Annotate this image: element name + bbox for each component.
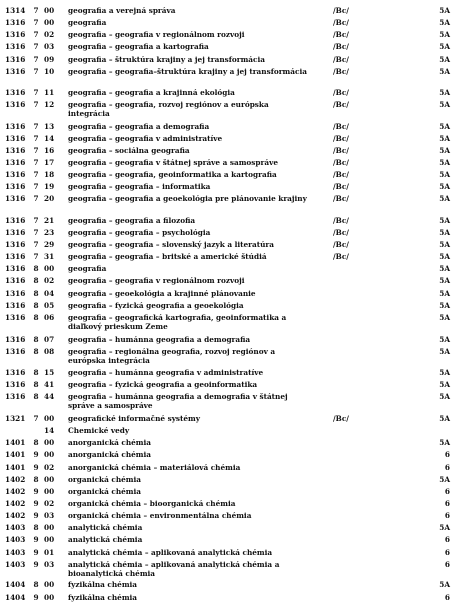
row-subcode: 14 xyxy=(44,134,55,143)
row-form: /Bc/ xyxy=(333,240,349,249)
row-level: 9 xyxy=(33,499,39,508)
row-subcode: 44 xyxy=(44,392,55,401)
row-program-name: geografia – fyzická geografia a geoekológia xyxy=(68,301,244,310)
row-code: 1401 xyxy=(5,450,26,459)
row-subcode: 03 xyxy=(44,511,55,520)
row-subcode: 08 xyxy=(44,347,55,356)
row-level: 8 xyxy=(33,523,39,532)
row-form: /Bc/ xyxy=(333,252,349,261)
row-program-name: geografia – geografia v štátnej správe a samospráve xyxy=(68,158,278,167)
row-level: 9 xyxy=(33,548,39,557)
row-degree: 5A xyxy=(439,158,450,167)
row-degree: 5A xyxy=(439,380,450,389)
row-code: 1316 xyxy=(5,100,26,109)
row-code: 1316 xyxy=(5,240,26,249)
row-level: 8 xyxy=(33,289,39,298)
row-level: 7 xyxy=(33,158,39,167)
row-degree: 5A xyxy=(439,368,450,377)
row-code: 1316 xyxy=(5,301,26,310)
row-program-name: Chemické vedy xyxy=(68,426,130,435)
row-degree: 5A xyxy=(439,88,450,97)
row-level: 8 xyxy=(33,276,39,285)
row-code: 1316 xyxy=(5,194,26,203)
row-program-name: geografia – geografia v administratíve xyxy=(68,134,223,143)
row-form: /Bc/ xyxy=(333,414,349,423)
row-code: 1314 xyxy=(5,6,26,15)
row-program-name: geografia – geografia a geoekológia pre plánovanie krajiny xyxy=(68,194,307,203)
row-program-name: anorganická chémia xyxy=(68,438,152,447)
row-program-name: geografické informačné systémy xyxy=(68,414,201,423)
row-form: /Bc/ xyxy=(333,42,349,51)
row-form: /Bc/ xyxy=(333,216,349,225)
row-program-name: organická chémia xyxy=(68,487,141,496)
row-code: 1402 xyxy=(5,499,26,508)
row-degree: 5A xyxy=(439,122,450,131)
row-subcode: 04 xyxy=(44,289,55,298)
row-subcode: 14 xyxy=(44,426,55,435)
row-level: 7 xyxy=(33,182,39,191)
row-program-name: analytická chémia – aplikovaná analytická chémia a bioanalytická chémia xyxy=(68,560,280,578)
row-program-name: geografia – geografia a krajinná ekológia xyxy=(68,88,235,97)
row-subcode: 03 xyxy=(44,42,55,51)
row-level: 8 xyxy=(33,335,39,344)
row-program-name: anorganická chémia – materiálová chémia xyxy=(68,463,241,472)
row-degree: 5A xyxy=(439,276,450,285)
row-form: /Bc/ xyxy=(333,170,349,179)
row-level: 8 xyxy=(33,580,39,589)
row-form: /Bc/ xyxy=(333,146,349,155)
row-subcode: 00 xyxy=(44,593,55,602)
row-degree: 6 xyxy=(444,487,450,496)
row-level: 8 xyxy=(33,347,39,356)
row-program-name: geografia – humánna geografia a demografia v štátnej správe a samospráve xyxy=(68,392,288,410)
row-code: 1316 xyxy=(5,216,26,225)
row-degree: 5A xyxy=(439,216,450,225)
row-code: 1316 xyxy=(5,42,26,51)
row-degree: 6 xyxy=(444,463,450,472)
row-subcode: 10 xyxy=(44,67,55,76)
row-code: 1316 xyxy=(5,289,26,298)
row-level: 7 xyxy=(33,414,39,423)
row-degree: 5A xyxy=(439,182,450,191)
row-form: /Bc/ xyxy=(333,158,349,167)
row-subcode: 00 xyxy=(44,414,55,423)
row-code: 1316 xyxy=(5,264,26,273)
row-program-name: geografia – geografia a demografia xyxy=(68,122,210,131)
row-code: 1316 xyxy=(5,335,26,344)
row-degree: 5A xyxy=(439,228,450,237)
row-form: /Bc/ xyxy=(333,30,349,39)
row-program-name: geografia – geografia v regionálnom rozvoji xyxy=(68,276,245,285)
row-code: 1402 xyxy=(5,487,26,496)
row-subcode: 09 xyxy=(44,55,55,64)
row-degree: 5A xyxy=(439,475,450,484)
row-subcode: 01 xyxy=(44,548,55,557)
row-subcode: 00 xyxy=(44,523,55,532)
row-code: 1316 xyxy=(5,347,26,356)
row-subcode: 00 xyxy=(44,450,55,459)
row-level: 9 xyxy=(33,535,39,544)
row-subcode: 13 xyxy=(44,122,55,131)
row-degree: 5A xyxy=(439,580,450,589)
row-code: 1402 xyxy=(5,475,26,484)
row-degree: 5A xyxy=(439,335,450,344)
row-program-name: geografia – humánna geografia a demografia xyxy=(68,335,251,344)
row-code: 1401 xyxy=(5,438,26,447)
row-program-name: geografia – geoekológia a krajinné plánovanie xyxy=(68,289,256,298)
row-program-name: geografia – geografia–štruktúra krajiny a jej transformácia xyxy=(68,67,307,76)
row-degree: 5A xyxy=(439,301,450,310)
row-degree: 5A xyxy=(439,100,450,109)
row-degree: 6 xyxy=(444,593,450,602)
row-program-name: geografia – fyzická geografia a geoinformatika xyxy=(68,380,258,389)
row-form: /Bc/ xyxy=(333,228,349,237)
row-program-name: geografia – geografia – psychológia xyxy=(68,228,211,237)
row-level: 7 xyxy=(33,55,39,64)
row-level: 7 xyxy=(33,67,39,76)
row-form: /Bc/ xyxy=(333,18,349,27)
row-subcode: 05 xyxy=(44,301,55,310)
row-degree: 5A xyxy=(439,264,450,273)
row-program-name: geografia – geografická kartografia, geoinformatika a diaľkový prieskum Zeme xyxy=(68,313,287,331)
row-level: 7 xyxy=(33,18,39,27)
row-subcode: 29 xyxy=(44,240,55,249)
row-level: 9 xyxy=(33,560,39,569)
row-level: 7 xyxy=(33,122,39,131)
row-degree: 5A xyxy=(439,347,450,356)
row-code: 1401 xyxy=(5,463,26,472)
row-subcode: 06 xyxy=(44,313,55,322)
row-program-name: geografia – geografia a filozofia xyxy=(68,216,196,225)
row-program-name: geografia – geografia – slovenský jazyk a literatúra xyxy=(68,240,274,249)
row-level: 9 xyxy=(33,463,39,472)
row-program-name: geografia – geografia – britské a americké štúdiá xyxy=(68,252,267,261)
row-code: 1316 xyxy=(5,170,26,179)
row-code: 1316 xyxy=(5,182,26,191)
row-form: /Bc/ xyxy=(333,55,349,64)
row-degree: 5A xyxy=(439,252,450,261)
row-code: 1316 xyxy=(5,392,26,401)
row-level: 7 xyxy=(33,146,39,155)
row-degree: 5A xyxy=(439,289,450,298)
row-level: 7 xyxy=(33,6,39,15)
row-program-name: organická chémia – bioorganická chémia xyxy=(68,499,236,508)
row-level: 7 xyxy=(33,30,39,39)
row-program-name: fyzikálna chémia xyxy=(68,593,138,602)
row-program-name: geografia xyxy=(68,264,107,273)
row-level: 7 xyxy=(33,252,39,261)
row-code: 1403 xyxy=(5,548,26,557)
row-program-name: geografia – regionálna geografia, rozvoj regiónov a európska integrácia xyxy=(68,347,276,365)
row-subcode: 00 xyxy=(44,475,55,484)
row-level: 7 xyxy=(33,228,39,237)
row-form: /Bc/ xyxy=(333,122,349,131)
row-code: 1316 xyxy=(5,55,26,64)
row-degree: 5A xyxy=(439,392,450,401)
row-degree: 5A xyxy=(439,18,450,27)
row-level: 9 xyxy=(33,593,39,602)
row-subcode: 00 xyxy=(44,535,55,544)
row-code: 1316 xyxy=(5,368,26,377)
row-code: 1316 xyxy=(5,30,26,39)
row-level: 8 xyxy=(33,301,39,310)
row-code: 1316 xyxy=(5,67,26,76)
row-program-name: organická chémia – environmentálna chémia xyxy=(68,511,252,520)
row-level: 7 xyxy=(33,100,39,109)
row-level: 7 xyxy=(33,240,39,249)
row-level: 9 xyxy=(33,450,39,459)
row-program-name: geografia – geografia v regionálnom rozvoji xyxy=(68,30,245,39)
row-program-name: organická chémia xyxy=(68,475,141,484)
row-code: 1316 xyxy=(5,18,26,27)
row-degree: 6 xyxy=(444,511,450,520)
row-degree: 5A xyxy=(439,523,450,532)
row-degree: 5A xyxy=(439,146,450,155)
row-subcode: 41 xyxy=(44,380,55,389)
row-degree: 5A xyxy=(439,438,450,447)
row-code: 1403 xyxy=(5,523,26,532)
row-subcode: 00 xyxy=(44,264,55,273)
row-subcode: 31 xyxy=(44,252,55,261)
row-subcode: 00 xyxy=(44,438,55,447)
row-degree: 5A xyxy=(439,414,450,423)
row-program-name: geografia – humánna geografia v administratíve xyxy=(68,368,264,377)
row-code: 1316 xyxy=(5,313,26,322)
row-degree: 5A xyxy=(439,6,450,15)
row-degree: 5A xyxy=(439,170,450,179)
row-program-name: geografia – geografia a kartografia xyxy=(68,42,209,51)
row-program-name: geografia – štruktúra krajiny a jej transformácia xyxy=(68,55,265,64)
row-level: 7 xyxy=(33,42,39,51)
row-degree: 6 xyxy=(444,535,450,544)
row-subcode: 16 xyxy=(44,146,55,155)
row-code: 1321 xyxy=(5,414,26,423)
row-code: 1402 xyxy=(5,511,26,520)
row-level: 8 xyxy=(33,438,39,447)
row-subcode: 00 xyxy=(44,487,55,496)
row-program-name: analytická chémia – aplikovaná analytická chémia xyxy=(68,548,273,557)
row-program-name: analytická chémia xyxy=(68,535,143,544)
row-degree: 5A xyxy=(439,134,450,143)
row-level: 7 xyxy=(33,216,39,225)
row-level: 9 xyxy=(33,511,39,520)
row-degree: 5A xyxy=(439,67,450,76)
row-subcode: 12 xyxy=(44,100,55,109)
row-subcode: 07 xyxy=(44,335,55,344)
row-code: 1404 xyxy=(5,593,26,602)
row-subcode: 02 xyxy=(44,499,55,508)
row-degree: 6 xyxy=(444,450,450,459)
row-form: /Bc/ xyxy=(333,6,349,15)
row-program-name: geografia – geografia, geoinformatika a kartografia xyxy=(68,170,277,179)
row-program-name: geografia xyxy=(68,18,107,27)
row-code: 1316 xyxy=(5,276,26,285)
row-code: 1316 xyxy=(5,228,26,237)
row-code: 1316 xyxy=(5,122,26,131)
row-form: /Bc/ xyxy=(333,100,349,109)
row-code: 1316 xyxy=(5,134,26,143)
row-subcode: 03 xyxy=(44,560,55,569)
row-subcode: 00 xyxy=(44,6,55,15)
row-level: 8 xyxy=(33,368,39,377)
row-subcode: 18 xyxy=(44,170,55,179)
row-code: 1403 xyxy=(5,560,26,569)
row-subcode: 20 xyxy=(44,194,55,203)
row-degree: 5A xyxy=(439,42,450,51)
row-level: 7 xyxy=(33,170,39,179)
row-level: 7 xyxy=(33,134,39,143)
row-code: 1316 xyxy=(5,252,26,261)
row-program-name: analytická chémia xyxy=(68,523,143,532)
row-code: 1316 xyxy=(5,146,26,155)
row-level: 7 xyxy=(33,194,39,203)
row-level: 9 xyxy=(33,487,39,496)
row-degree: 5A xyxy=(439,240,450,249)
row-subcode: 15 xyxy=(44,368,55,377)
row-subcode: 02 xyxy=(44,30,55,39)
row-degree: 5A xyxy=(439,194,450,203)
row-program-name: geografia a verejná správa xyxy=(68,6,176,15)
row-code: 1316 xyxy=(5,380,26,389)
row-form: /Bc/ xyxy=(333,182,349,191)
row-code: 1316 xyxy=(5,158,26,167)
row-degree: 5A xyxy=(439,30,450,39)
row-program-name: geografia – geografia – informatika xyxy=(68,182,211,191)
row-subcode: 23 xyxy=(44,228,55,237)
row-level: 8 xyxy=(33,380,39,389)
row-code: 1316 xyxy=(5,88,26,97)
row-degree: 5A xyxy=(439,313,450,322)
row-program-name: fyzikálna chémia xyxy=(68,580,138,589)
row-subcode: 17 xyxy=(44,158,55,167)
row-subcode: 00 xyxy=(44,580,55,589)
row-subcode: 00 xyxy=(44,18,55,27)
row-program-name: anorganická chémia xyxy=(68,450,152,459)
row-code: 1404 xyxy=(5,580,26,589)
row-level: 8 xyxy=(33,392,39,401)
row-form: /Bc/ xyxy=(333,134,349,143)
row-program-name: geografia – sociálna geografia xyxy=(68,146,190,155)
row-level: 8 xyxy=(33,475,39,484)
row-degree: 6 xyxy=(444,499,450,508)
row-form: /Bc/ xyxy=(333,194,349,203)
row-subcode: 11 xyxy=(44,88,55,97)
row-level: 8 xyxy=(33,264,39,273)
row-level: 8 xyxy=(33,313,39,322)
row-degree: 6 xyxy=(444,548,450,557)
row-degree: 5A xyxy=(439,55,450,64)
row-form: /Bc/ xyxy=(333,67,349,76)
row-form: /Bc/ xyxy=(333,88,349,97)
row-subcode: 21 xyxy=(44,216,55,225)
row-subcode: 02 xyxy=(44,463,55,472)
row-subcode: 19 xyxy=(44,182,55,191)
row-level: 7 xyxy=(33,88,39,97)
row-program-name: geografia – geografia, rozvoj regiónov a európska integrácia xyxy=(68,100,269,118)
row-degree: 6 xyxy=(444,560,450,569)
row-code: 1403 xyxy=(5,535,26,544)
row-subcode: 02 xyxy=(44,276,55,285)
